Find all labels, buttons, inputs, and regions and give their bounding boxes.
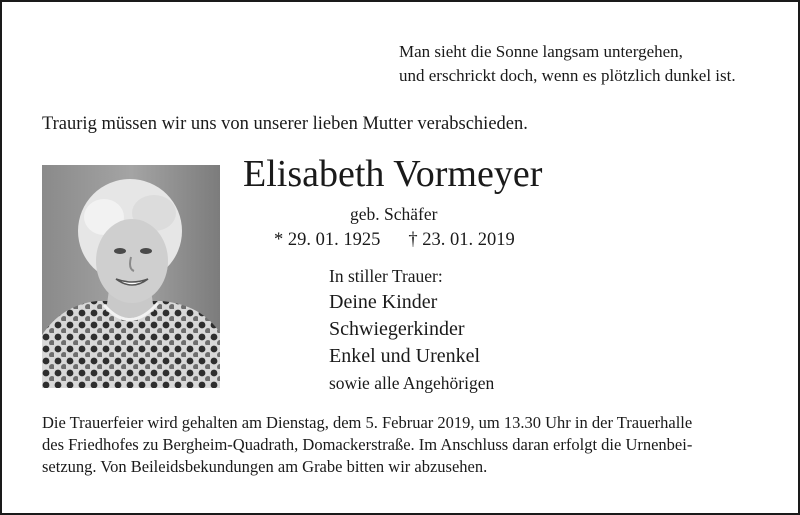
epigraph-line-1: Man sieht die Sonne langsam untergehen, [399,42,683,61]
portrait-photo [42,165,220,388]
funeral-notice [42,412,762,478]
funeral-notice-line-2: des Friedhofes zu Bergheim-Quadrath, Domackerstraße. Im Anschluss daran erfolgt die Urnenbei- [42,435,693,454]
birth-date: * 29. 01. 1925 [274,230,381,250]
epigraph [399,40,736,88]
mourners-block [329,264,494,397]
epigraph-line-2: und erschrickt doch, wenn es plötzlich dunkel ist. [399,66,736,85]
funeral-notice-line-1: Die Trauerfeier wird gehalten am Dienstag, dem 5. Februar 2019, um 13.30 Uhr in der Trauerhalle [42,413,693,432]
mourner-others: sowie alle Angehörigen [329,373,495,393]
mourner-grandchildren: Enkel und Urenkel [329,345,481,367]
mourner-children: Deine Kinder [329,291,438,313]
funeral-notice-line-3: setzung. Von Beileidsbekundungen am Grabe bitten wir abzusehen. [42,457,488,476]
deceased-name: Elisabeth Vormeyer [243,153,543,195]
mourners-heading: In stiller Trauer: [329,266,443,286]
death-date: † 23. 01. 2019 [408,230,515,250]
intro-text: Traurig müssen wir uns von unserer lieben Mutter verabschieden. [42,114,528,134]
mourner-children-in-law: Schwiegerkinder [329,318,465,340]
maiden-name: geb. Schäfer [350,204,438,224]
life-dates [274,230,515,251]
